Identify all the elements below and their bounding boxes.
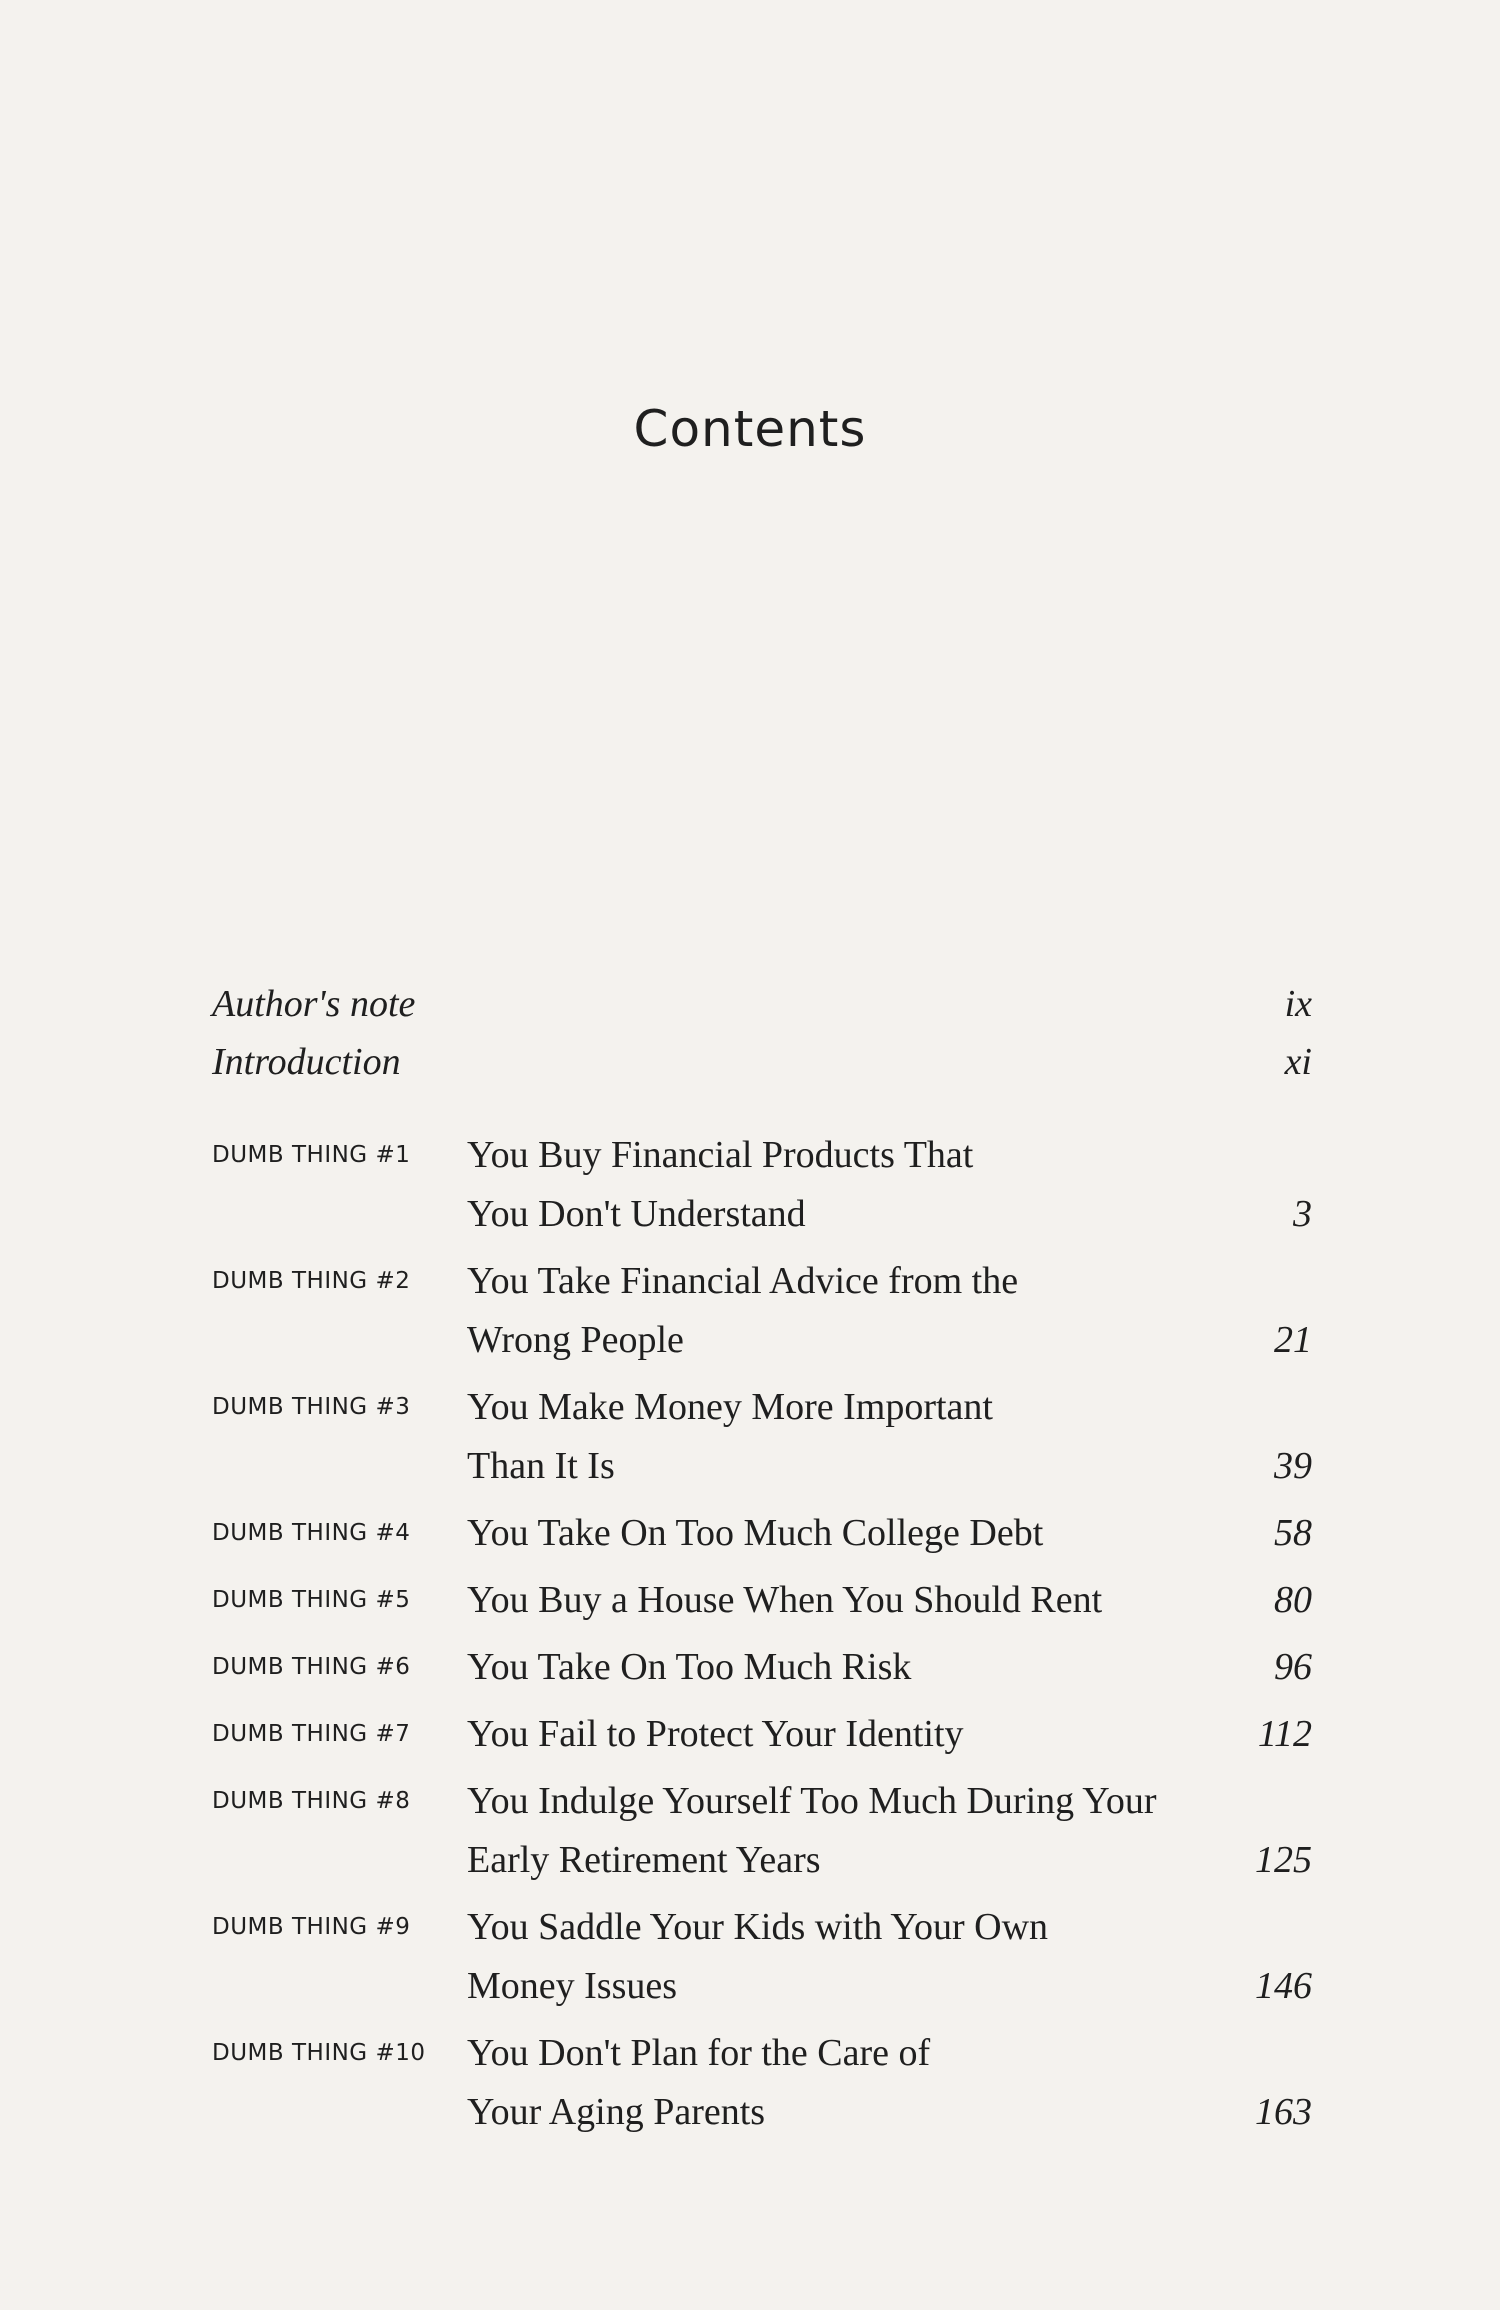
chapter-page-number: 58 <box>1274 1512 1312 1554</box>
chapter-title-line: You Buy a House When You Should Rent <box>467 1579 1103 1621</box>
toc-entry-authors-note[interactable] <box>212 975 1312 1033</box>
chapter-title <box>467 1252 1267 1370</box>
chapter-label: DUMB THING #9 <box>212 1914 411 1940</box>
chapter-label: DUMB THING #1 <box>212 1142 411 1168</box>
chapter-title-line: You Don't Plan for the Care of <box>467 2032 931 2074</box>
chapter-title-line: Than It Is <box>467 1445 615 1487</box>
chapter-page-number: 80 <box>1274 1579 1312 1621</box>
chapter-label: DUMB THING #7 <box>212 1721 411 1747</box>
chapter-page-number: 125 <box>1255 1839 1312 1881</box>
chapter-title <box>467 1504 1267 1563</box>
chapter-label: DUMB THING #10 <box>212 2040 426 2066</box>
toc-entry-chapter-6[interactable] <box>212 1638 1312 1697</box>
chapter-page-number: 163 <box>1255 2091 1312 2133</box>
chapter-page-number: 146 <box>1255 1965 1312 2007</box>
toc-entry-chapter-5[interactable] <box>212 1571 1312 1630</box>
toc-entry-chapter-2[interactable] <box>212 1252 1312 1370</box>
toc-entry-chapter-4[interactable] <box>212 1504 1312 1563</box>
chapter-title-line: You Make Money More Important <box>467 1386 993 1428</box>
chapter-page-number: 112 <box>1257 1713 1312 1755</box>
front-matter <box>212 975 1312 1091</box>
chapter-page-number: 3 <box>1293 1193 1312 1235</box>
chapter-title-line: Money Issues <box>467 1965 678 2007</box>
entry-title: Author's note <box>212 983 416 1025</box>
chapter-label: DUMB THING #6 <box>212 1654 411 1680</box>
chapter-title <box>467 1705 1267 1764</box>
chapter-title-line: You Fail to Protect Your Identity <box>467 1713 964 1755</box>
chapter-label: DUMB THING #3 <box>212 1394 411 1420</box>
entry-page-number: ix <box>1284 983 1312 1025</box>
chapter-page-number: 39 <box>1274 1445 1312 1487</box>
chapter-title <box>467 1638 1267 1697</box>
toc-entry-chapter-7[interactable] <box>212 1705 1312 1764</box>
table-of-contents <box>212 975 1312 2150</box>
chapter-title-line: You Buy Financial Products That <box>467 1134 974 1176</box>
chapter-title <box>467 1898 1267 2016</box>
chapter-title-line: Early Retirement Years <box>467 1839 821 1881</box>
chapter-title <box>467 1378 1267 1496</box>
chapter-page-number: 96 <box>1274 1646 1312 1688</box>
chapter-title-line: You Take Financial Advice from the <box>467 1260 1019 1302</box>
chapter-page-number: 21 <box>1274 1319 1312 1361</box>
chapter-label: DUMB THING #8 <box>212 1788 411 1814</box>
toc-entry-chapter-9[interactable] <box>212 1898 1312 2016</box>
chapter-title-line: You Take On Too Much College Debt <box>467 1512 1044 1554</box>
chapter-list <box>212 1126 1312 2142</box>
chapter-title <box>467 1571 1267 1630</box>
toc-entry-chapter-8[interactable] <box>212 1772 1312 1890</box>
chapter-title-line: You Saddle Your Kids with Your Own <box>467 1906 1049 1948</box>
toc-entry-chapter-1[interactable] <box>212 1126 1312 1244</box>
entry-page-number: xi <box>1284 1041 1312 1083</box>
chapter-label: DUMB THING #4 <box>212 1520 411 1546</box>
toc-entry-chapter-3[interactable] <box>212 1378 1312 1496</box>
chapter-title-line: You Don't Understand <box>467 1193 806 1235</box>
chapter-title <box>467 2024 1267 2142</box>
chapter-label: DUMB THING #5 <box>212 1587 411 1613</box>
chapter-title-line: You Take On Too Much Risk <box>467 1646 912 1688</box>
toc-entry-chapter-10[interactable] <box>212 2024 1312 2142</box>
chapter-title-line: Your Aging Parents <box>467 2091 766 2133</box>
toc-entry-introduction[interactable] <box>212 1033 1312 1091</box>
chapter-title-line: Wrong People <box>467 1319 684 1361</box>
chapter-title-line: You Indulge Yourself Too Much During Your <box>467 1780 1157 1822</box>
chapter-title <box>467 1772 1267 1890</box>
chapter-label: DUMB THING #2 <box>212 1268 411 1294</box>
chapter-title <box>467 1126 1267 1244</box>
page-title: Contents <box>633 400 867 458</box>
entry-title: Introduction <box>212 1041 401 1083</box>
